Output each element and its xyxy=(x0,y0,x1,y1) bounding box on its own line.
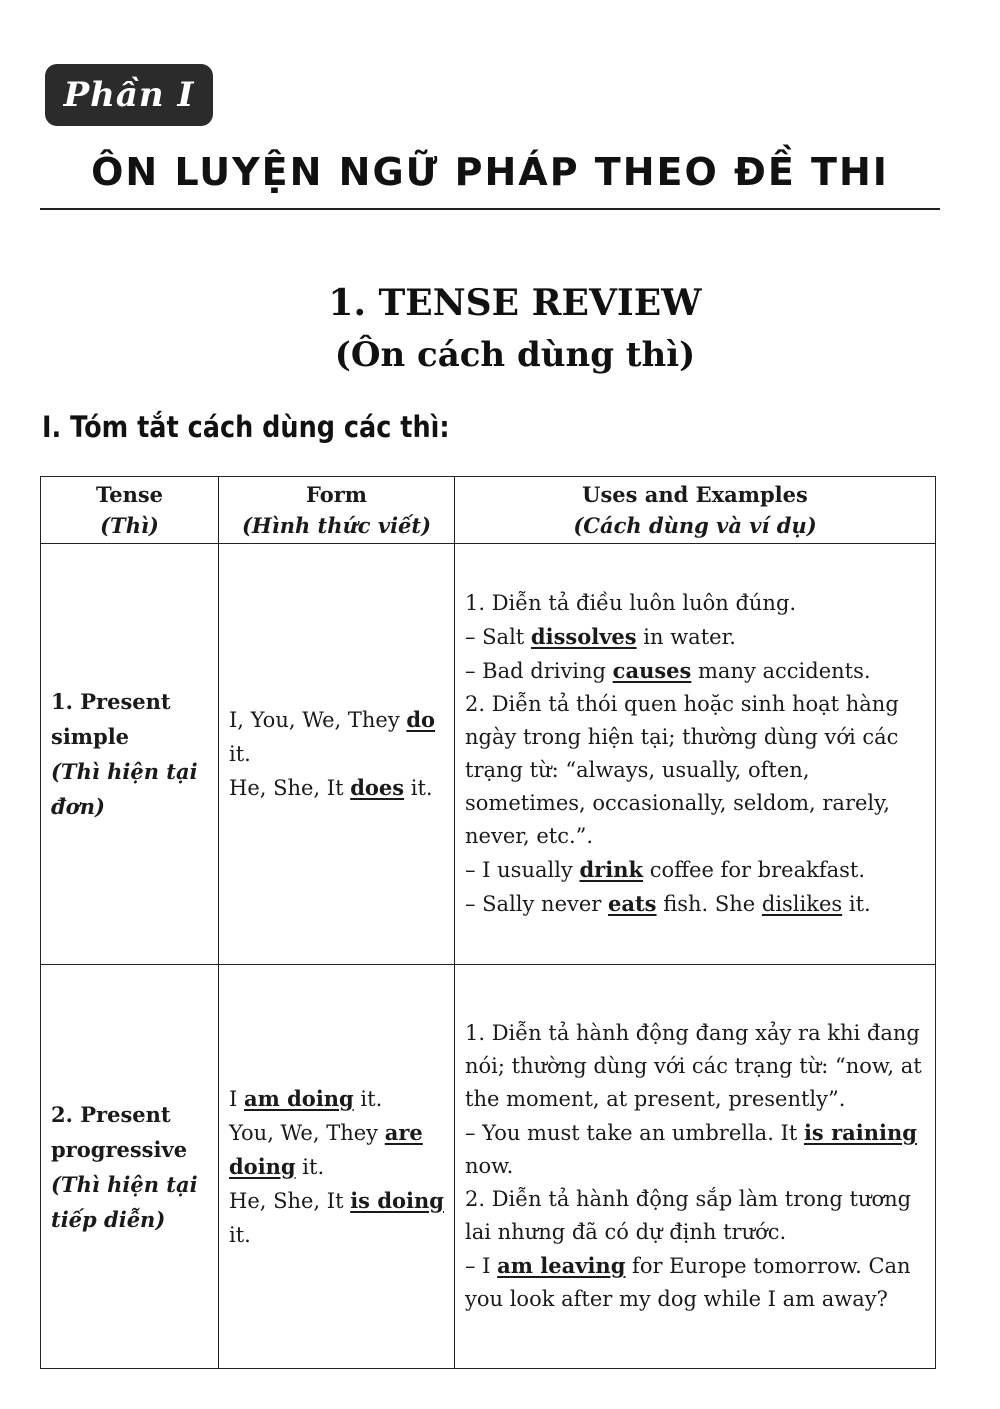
example-text: – Salt xyxy=(465,625,531,649)
example-text: fish. She xyxy=(656,892,762,916)
header-form xyxy=(219,477,455,544)
form-line xyxy=(229,1082,444,1116)
example-text: – You must take an umbrella. It xyxy=(465,1121,804,1145)
tense-name: 1. Present simple xyxy=(51,689,171,749)
header-sub: (Cách dùng và ví dụ) xyxy=(573,513,817,538)
use-rule: 1. Diễn tả điều luôn luôn đúng. xyxy=(465,591,797,615)
uses-cell xyxy=(455,544,936,965)
form-verb: is doing xyxy=(350,1187,444,1213)
form-line xyxy=(229,1184,444,1252)
example-text: – I usually xyxy=(465,858,580,882)
example-text: – Bad driving xyxy=(465,659,613,683)
example-text: – I xyxy=(465,1254,498,1278)
form-text: it. xyxy=(353,1086,383,1111)
uses-cell xyxy=(455,965,936,1369)
table-header-row xyxy=(41,477,936,544)
form-text: He, She, It xyxy=(229,776,351,800)
example-verb: dislikes xyxy=(761,892,843,916)
form-text: it. xyxy=(295,1154,325,1179)
header-sub: (Hình thức viết) xyxy=(241,513,432,538)
header-uses xyxy=(455,477,936,544)
example-text: coffee for breakfast. xyxy=(643,858,866,882)
example-line xyxy=(465,1249,925,1316)
form-verb: are doing xyxy=(229,1119,423,1179)
use-rule: 1. Diễn tả hành động đang xảy ra khi đang nói; thường dùng với các trạng từ: “now, at the moment, at present, presently”. xyxy=(465,1021,922,1111)
use-rule: 2. Diễn tả thói quen hoặc sinh hoạt hàng ngày trong hiện tại; thường dùng với các trạng từ: “always, usually, often, sometimes, occasionally, seldom, rarely, never, etc.”. xyxy=(465,692,899,848)
table-row xyxy=(41,544,936,965)
example-verb: is raining xyxy=(803,1120,917,1145)
form-verb: do xyxy=(406,707,436,732)
example-verb: dissolves xyxy=(530,624,637,649)
example-line xyxy=(465,620,925,654)
example-verb: causes xyxy=(612,658,692,683)
part-badge: Phần I xyxy=(45,64,213,126)
tense-name-vi: (Thì hiện tại tiếp diễn) xyxy=(51,1171,198,1232)
form-text: it. xyxy=(404,776,433,800)
use-rule: 2. Diễn tả hành động sắp làm trong tương lai nhưng đã có dự định trước. xyxy=(465,1187,912,1244)
table-row xyxy=(41,965,936,1369)
tense-cell xyxy=(41,544,219,965)
header-label: Form xyxy=(305,482,368,507)
section-heading: I. Tóm tắt cách dùng các thì: xyxy=(42,410,450,444)
form-cell xyxy=(219,544,455,965)
form-text: I, You, We, They xyxy=(229,708,407,732)
example-line xyxy=(465,1116,925,1183)
form-text: I xyxy=(229,1086,244,1111)
example-text: in water. xyxy=(636,625,736,649)
header-label: Tense xyxy=(95,482,164,507)
header-label: Uses and Examples xyxy=(582,482,808,507)
example-text: for Europe tomorrow. Can you look after my dog while I am away? xyxy=(465,1254,911,1311)
example-verb: am leaving xyxy=(497,1253,626,1278)
part-title: ÔN LUYỆN NGỮ PHÁP THEO ĐỀ THI xyxy=(91,150,889,194)
example-text: it. xyxy=(842,892,871,916)
form-line xyxy=(229,771,444,805)
header-tense xyxy=(41,477,219,544)
form-cell xyxy=(219,965,455,1369)
form-text: He, She, It xyxy=(229,1188,351,1213)
example-verb: eats xyxy=(608,891,657,916)
tense-name-vi: (Thì hiện tại đơn) xyxy=(51,759,198,819)
header-sub: (Thì) xyxy=(100,513,159,538)
form-line xyxy=(229,1116,444,1184)
example-verb: drink xyxy=(579,857,644,882)
form-verb: does xyxy=(350,775,405,800)
example-line xyxy=(465,853,925,887)
form-text: it. xyxy=(229,1222,251,1247)
example-text: now. xyxy=(465,1154,514,1178)
form-text: You, We, They xyxy=(229,1120,385,1145)
tense-table xyxy=(40,476,936,1369)
example-text: many accidents. xyxy=(691,659,871,683)
example-line xyxy=(465,887,925,921)
example-text: – Sally never xyxy=(465,892,609,916)
form-verb: am doing xyxy=(243,1085,354,1111)
form-text: it. xyxy=(229,742,251,766)
chapter-title: 1. TENSE REVIEW xyxy=(328,282,702,324)
chapter-subtitle: (Ôn cách dùng thì) xyxy=(334,335,696,375)
title-divider xyxy=(40,208,940,210)
tense-name: 2. Present progressive xyxy=(51,1101,188,1162)
example-line xyxy=(465,654,925,688)
tense-cell xyxy=(41,965,219,1369)
